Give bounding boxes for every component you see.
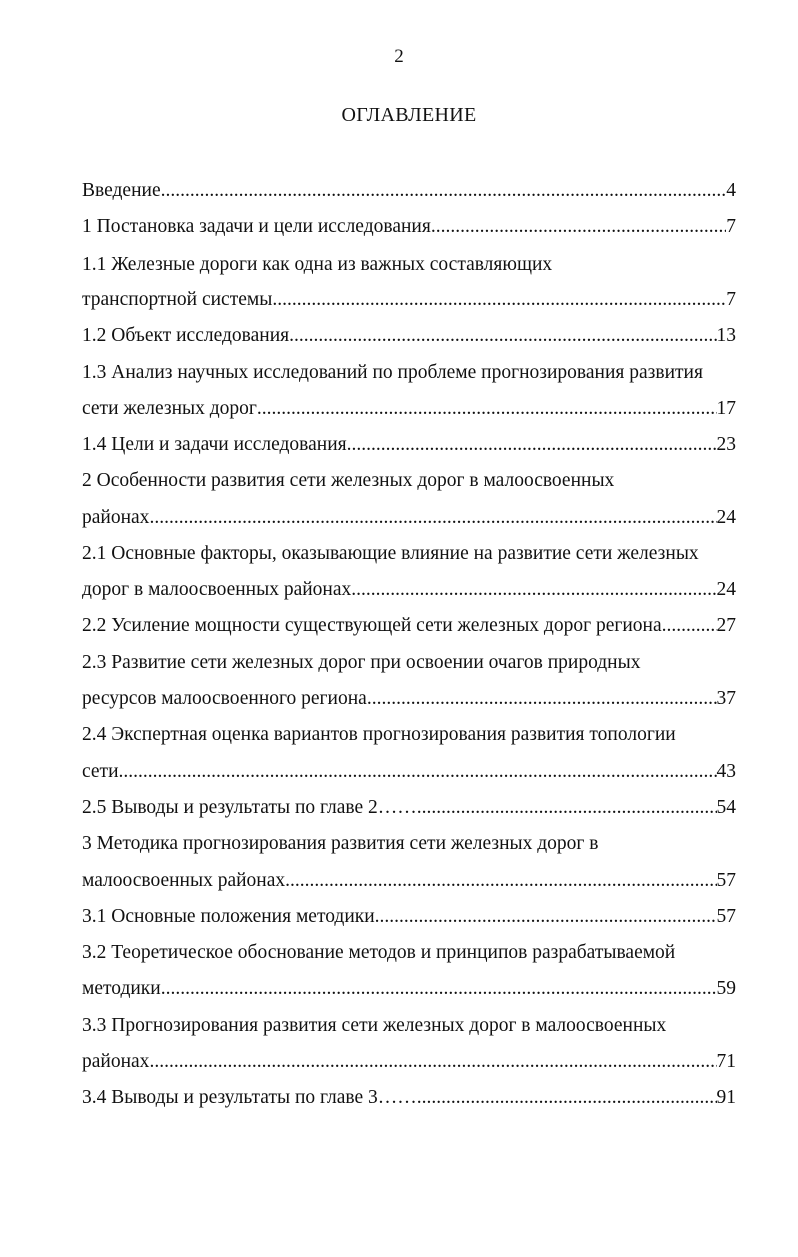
toc-entry-text: 1.4 Цели и задачи исследования bbox=[82, 434, 347, 455]
toc-entry-page: 24 bbox=[716, 579, 736, 600]
toc-entry-1-1[interactable] bbox=[82, 285, 736, 315]
toc-entry-page: 7 bbox=[726, 216, 736, 237]
toc-entry-2-4[interactable] bbox=[82, 757, 736, 787]
toc-entry-page: 27 bbox=[716, 615, 736, 636]
toc-leader-dots bbox=[149, 503, 716, 533]
toc-entry-page: 43 bbox=[716, 761, 736, 782]
toc-entry-text: районах bbox=[82, 507, 150, 528]
toc-entry-3-4[interactable] bbox=[82, 1083, 736, 1113]
toc-leader-dots bbox=[161, 176, 727, 206]
toc-entry-page: 91 bbox=[716, 1087, 736, 1108]
toc-leader-dots bbox=[662, 611, 717, 641]
toc-leader-dots bbox=[149, 1047, 716, 1077]
toc-entry-page: 24 bbox=[716, 507, 736, 528]
toc-entry-2-2[interactable] bbox=[82, 611, 736, 641]
toc-entry-text: 1 Постановка задачи и цели исследования bbox=[82, 216, 431, 237]
toc-entry-page: 4 bbox=[726, 180, 736, 201]
toc-entry-text: 2.5 Выводы и результаты по главе 2…… bbox=[82, 797, 417, 818]
toc-entry-page: 57 bbox=[716, 870, 736, 891]
toc-entry-page: 13 bbox=[716, 325, 736, 346]
toc-entry-2-3[interactable] bbox=[82, 684, 736, 714]
toc-entry-chapter-2-line1: 2 Особенности развития сети железных дорог в малоосвоенных bbox=[82, 470, 615, 491]
toc-leader-dots bbox=[272, 285, 726, 315]
toc-entry-text: 2.2 Усиление мощности существующей сети железных дорог региона bbox=[82, 615, 662, 636]
toc-leader-dots bbox=[431, 212, 726, 242]
toc-entry-page: 57 bbox=[716, 906, 736, 927]
toc-leader-dots bbox=[375, 902, 717, 932]
toc-entry-page: 23 bbox=[716, 434, 736, 455]
toc-leader-dots bbox=[161, 974, 717, 1004]
toc-entry-text: транспортной системы bbox=[82, 289, 273, 310]
toc-leader-dots bbox=[285, 866, 716, 896]
toc-entry-text: малоосвоенных районах bbox=[82, 870, 286, 891]
toc-entry-text: ресурсов малоосвоенного региона bbox=[82, 688, 367, 709]
toc-entry-text: сети железных дорог bbox=[82, 398, 257, 419]
toc-entry-chapter-2[interactable] bbox=[82, 503, 736, 533]
toc-entry-1-1-line1: 1.1 Железные дороги как одна из важных составляющих bbox=[82, 254, 553, 275]
toc-leader-dots bbox=[347, 430, 717, 460]
toc-entry-text: 1.2 Объект исследования bbox=[82, 325, 290, 346]
toc-entry-2-4-line1: 2.4 Экспертная оценка вариантов прогнозирования развития топологии bbox=[82, 724, 676, 745]
toc-entry-page: 59 bbox=[716, 978, 736, 999]
toc-entry-3-2[interactable] bbox=[82, 974, 736, 1004]
toc-entry-2-1[interactable] bbox=[82, 575, 736, 605]
page-title: ОГЛАВЛЕНИЕ bbox=[341, 104, 477, 126]
toc-entry-page: 54 bbox=[716, 797, 736, 818]
toc-entry-page: 7 bbox=[726, 289, 736, 310]
toc-entry-page: 17 bbox=[716, 398, 736, 419]
page-number: 2 bbox=[394, 46, 404, 67]
toc-leader-dots bbox=[417, 793, 717, 823]
toc-entry-page: 71 bbox=[716, 1051, 736, 1072]
toc-entry-3-1[interactable] bbox=[82, 902, 736, 932]
toc-leader-dots bbox=[367, 684, 717, 714]
toc-entry-1-4[interactable] bbox=[82, 430, 736, 460]
toc-entry-3-3[interactable] bbox=[82, 1047, 736, 1077]
toc-entry-chapter-3[interactable] bbox=[82, 866, 736, 896]
toc-entry-2-5[interactable] bbox=[82, 793, 736, 823]
toc-entry-text: 3.4 Выводы и результаты по главе 3…… bbox=[82, 1087, 417, 1108]
toc-entry-page: 37 bbox=[716, 688, 736, 709]
toc-entry-1-2[interactable] bbox=[82, 321, 736, 351]
toc-entry-chapter-1[interactable] bbox=[82, 212, 736, 242]
toc-entry-introduction[interactable] bbox=[82, 176, 736, 206]
toc-entry-text: 3.1 Основные положения методики bbox=[82, 906, 375, 927]
toc-entry-text: дорог в малоосвоенных районах bbox=[82, 579, 352, 600]
toc-leader-dots bbox=[289, 321, 716, 351]
toc-entry-3-2-line1: 3.2 Теоретическое обоснование методов и принципов разрабатываемой bbox=[82, 942, 676, 963]
toc-leader-dots bbox=[257, 394, 717, 424]
toc-entry-chapter-3-line1: 3 Методика прогнозирования развития сети железных дорог в bbox=[82, 833, 599, 854]
toc-leader-dots bbox=[351, 575, 716, 605]
toc-entry-2-1-line1: 2.1 Основные факторы, оказывающие влияние на развитие сети железных bbox=[82, 543, 699, 564]
toc-entry-1-3[interactable] bbox=[82, 394, 736, 424]
toc-entry-text: сети bbox=[82, 761, 119, 782]
toc-leader-dots bbox=[417, 1083, 717, 1113]
toc-leader-dots bbox=[119, 757, 717, 787]
toc-entry-1-3-line1: 1.3 Анализ научных исследований по проблеме прогнозирования развития bbox=[82, 362, 703, 383]
toc-entry-2-3-line1: 2.3 Развитие сети железных дорог при освоении очагов природных bbox=[82, 652, 641, 673]
toc-entry-text: районах bbox=[82, 1051, 150, 1072]
toc-entry-text: Введение bbox=[82, 180, 161, 201]
toc-entry-3-3-line1: 3.3 Прогнозирования развития сети железных дорог в малоосвоенных bbox=[82, 1015, 667, 1036]
toc-entry-text: методики bbox=[82, 978, 161, 999]
